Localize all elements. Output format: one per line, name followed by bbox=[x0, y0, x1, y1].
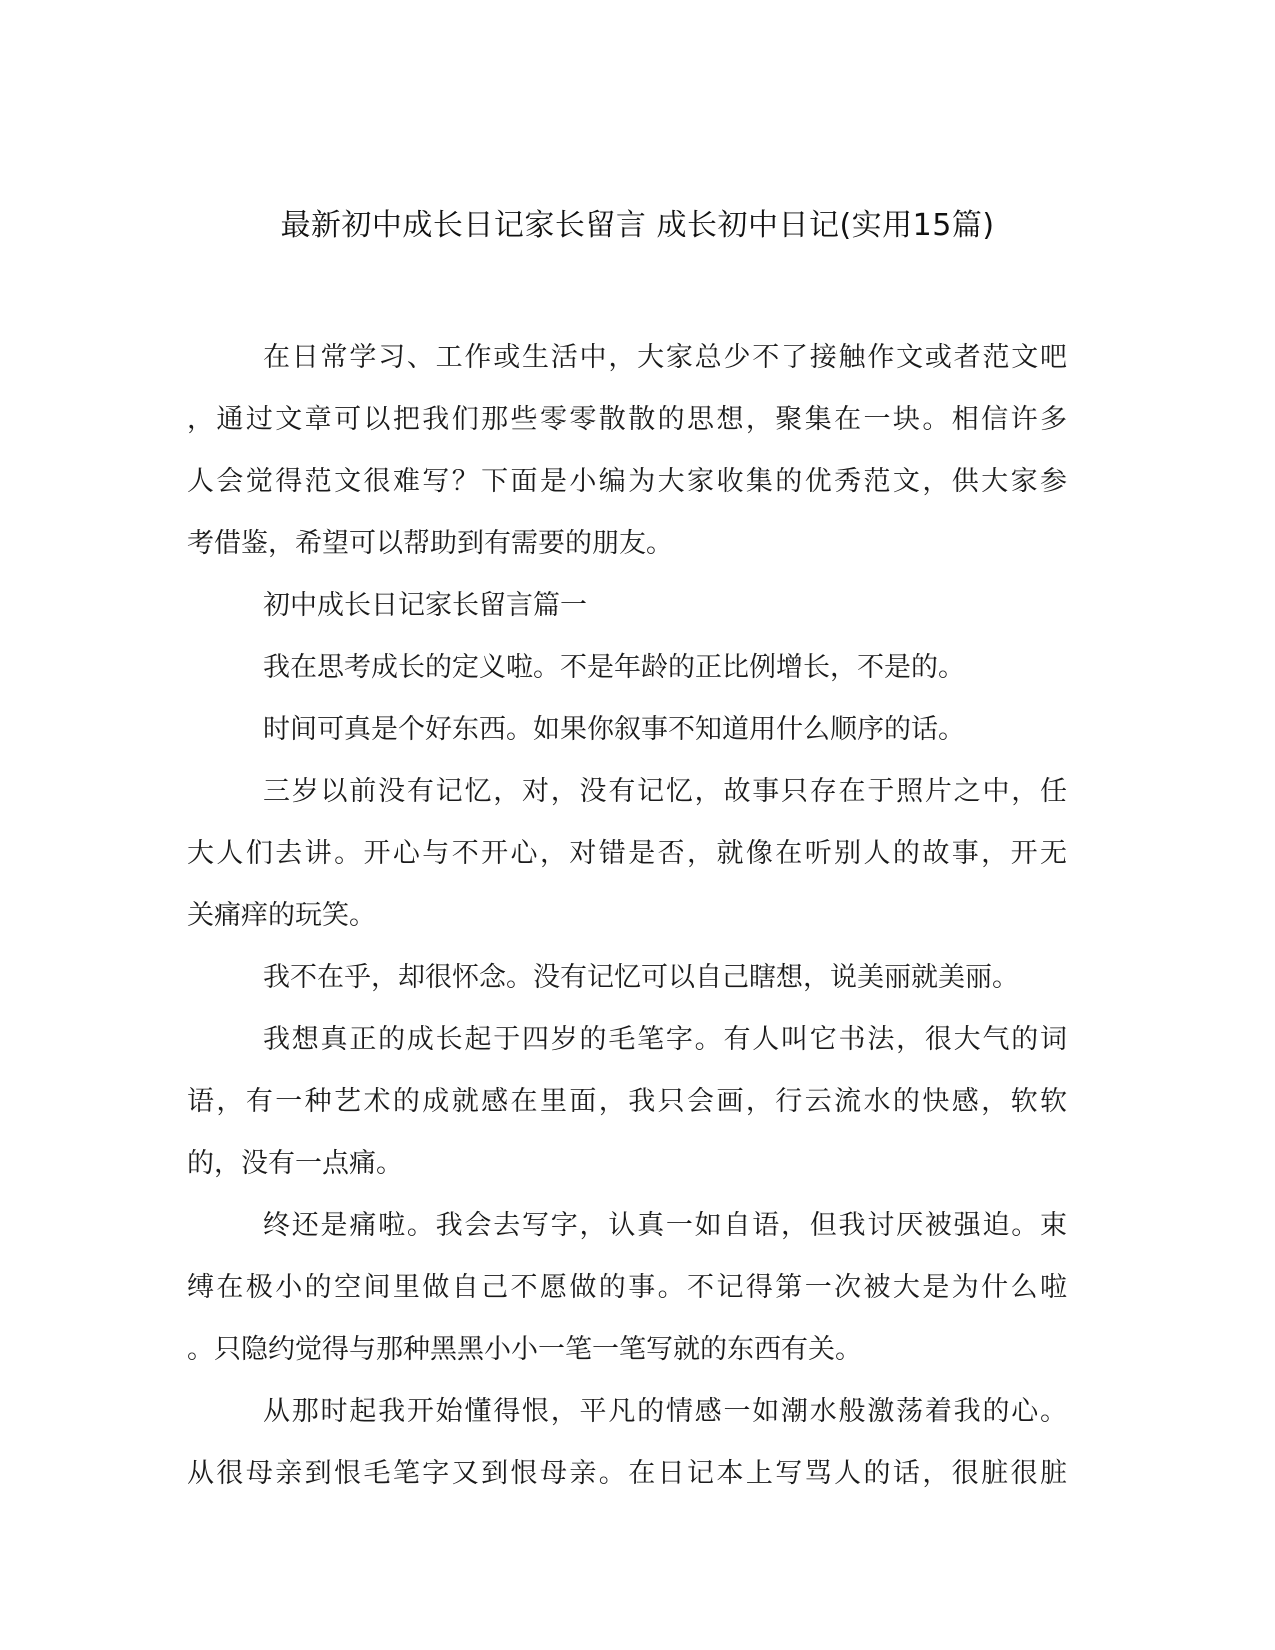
paragraph-line: 我想真正的成长起于四岁的毛笔字。有人叫它书法，很大气的词 bbox=[263, 1024, 1067, 1055]
paragraph-line: 的，没有一点痛。 bbox=[187, 1148, 403, 1179]
paragraph-line: 大人们去讲。开心与不开心，对错是否，就像在听别人的故事，开无 bbox=[187, 838, 1067, 869]
paragraph-line: 在日常学习、工作或生活中，大家总少不了接触作文或者范文吧 bbox=[263, 342, 1067, 373]
paragraph-line: 时间可真是个好东西。如果你叙事不知道用什么顺序的话。 bbox=[263, 714, 965, 745]
paragraph-line: 人会觉得范文很难写？下面是小编为大家收集的优秀范文，供大家参 bbox=[187, 466, 1067, 497]
paragraph-line: 终还是痛啦。我会去写字，认真一如自语，但我讨厌被强迫。束 bbox=[263, 1210, 1067, 1241]
document-title: 最新初中成长日记家长留言 成长初中日记(实用15篇) bbox=[280, 208, 995, 243]
section-heading: 初中成长日记家长留言篇一 bbox=[263, 590, 587, 621]
paragraph-line: 我不在乎，却很怀念。没有记忆可以自己瞎想，说美丽就美丽。 bbox=[263, 962, 1019, 993]
paragraph-line: 语，有一种艺术的成就感在里面，我只会画，行云流水的快感，软软 bbox=[187, 1086, 1067, 1117]
paragraph-line: 考借鉴，希望可以帮助到有需要的朋友。 bbox=[187, 528, 673, 559]
paragraph-line: 从那时起我开始懂得恨，平凡的情感一如潮水般激荡着我的心。 bbox=[263, 1396, 1067, 1427]
document-body bbox=[187, 327, 1067, 1505]
paragraph-line: 缚在极小的空间里做自己不愿做的事。不记得第一次被大是为什么啦 bbox=[187, 1272, 1067, 1303]
paragraph-line: 关痛痒的玩笑。 bbox=[187, 900, 376, 931]
paragraph-line: ，通过文章可以把我们那些零零散散的思想，聚集在一块。相信许多 bbox=[187, 404, 1067, 435]
paragraph-line: 从很母亲到恨毛笔字又到恨母亲。在日记本上写骂人的话，很脏很脏 bbox=[187, 1458, 1067, 1489]
paragraph-line: 我在思考成长的定义啦。不是年龄的正比例增长，不是的。 bbox=[263, 652, 965, 683]
paragraph-line: 三岁以前没有记忆，对，没有记忆，故事只存在于照片之中，任 bbox=[263, 776, 1067, 807]
paragraph-line: 。只隐约觉得与那种黑黑小小一笔一笔写就的东西有关。 bbox=[187, 1334, 862, 1365]
